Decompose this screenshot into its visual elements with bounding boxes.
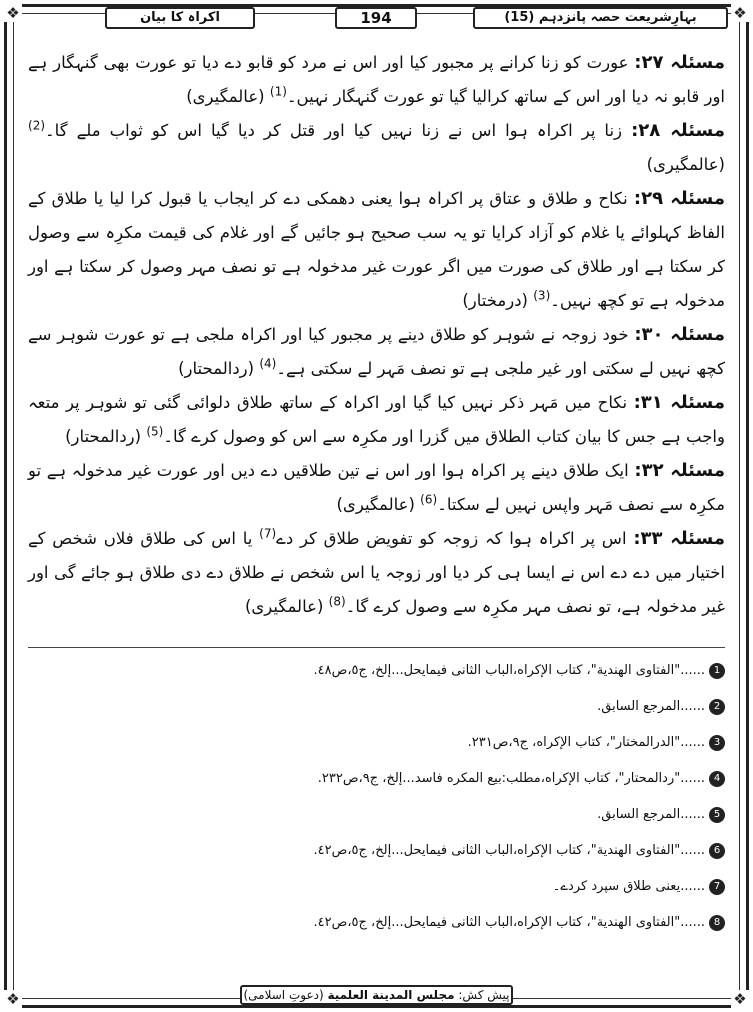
masala-32 [28, 454, 725, 522]
presenter-label: پیش کش: [458, 988, 510, 1002]
footnote-number: 7 [709, 879, 725, 895]
masala-33 [28, 522, 725, 624]
source-citation: (عالمگیری) [244, 597, 324, 616]
masala-text: زنا پر اکراہ ہوا اس نے زنا نہیں کیا اور قتل کر دیا گیا اس کو ثواب ملے گا۔ [45, 121, 623, 140]
footnote-item [28, 800, 725, 836]
book-title: بہارِشریعت حصہ پانزدہم (15) [473, 7, 728, 29]
footnote-number: 3 [709, 735, 725, 751]
page-number: 194 [335, 7, 417, 29]
footnotes [28, 656, 725, 944]
footnote-ref: (6) [420, 492, 438, 507]
source-citation: (ردالمحتار) [65, 427, 142, 446]
masala-label: مسئلہ ۳۱: [633, 392, 725, 413]
corner-ornament-icon: ❖ [731, 990, 749, 1008]
masala-text: نکاح و طلاق و عتاق پر اکراہ ہوا یعنی دھمکی دے کر ایجاب یا قبول کرا لیا یا طلاق کے الفاظ کہلوائے یا غلام کو آزاد کرایا تو یہ سب صحیح ہو جائیں گے اور غلام کی قیمت مکرِہ سے وصول کر سکتا ہے اور طلاق کی صورت میں اگر عورت غیر مدخولہ ہے تو نصف مہر وصول کر سکتا ہے اور مدخولہ ہے تو کچھ نہیں۔ [28, 189, 725, 310]
footnote-item [28, 656, 725, 692]
masala-label: مسئلہ ۲۷: [634, 52, 725, 73]
organization-name: مجلس المدينة العلمية [327, 988, 455, 1002]
main-text [28, 46, 725, 624]
footnote-text: ......"الفتاوی الهندية"، كتاب الإكراه،الباب الثانی فيمايحل...إلخ، ج٥،ص٤٢. [313, 843, 705, 858]
masala-27 [28, 46, 725, 114]
publisher-box [240, 985, 513, 1005]
source-citation: (عالمگیری) [186, 87, 265, 106]
footnote-ref: (1) [269, 84, 287, 99]
footnote-ref: (5) [146, 424, 164, 439]
masala-label: مسئلہ ۲۹: [633, 188, 725, 209]
footnote-item [28, 728, 725, 764]
footnote-item [28, 692, 725, 728]
footnote-ref: (8) [328, 594, 346, 609]
source-citation: (ردالمحتار) [178, 359, 255, 378]
masala-28 [28, 114, 725, 182]
corner-ornament-icon: ❖ [4, 4, 22, 22]
footnote-text: ......"ردالمحتار"، كتاب الإكراه،مطلب:بيع المكره فاسد...إلخ، ج٩،ص٢٣٢. [317, 771, 705, 786]
page-header [0, 5, 753, 33]
masala-text: عورت کو زنا کرانے پر مجبور کیا اور اس نے مرد کو قابو دے دیا تو عورت بھی گنہگار ہے اور قابو نہ دیا اور اس کے ساتھ کرالیا گیا تو عورت گنہگار نہیں۔ [28, 53, 725, 106]
masala-label: مسئلہ ۳۲: [634, 460, 725, 481]
masala-29 [28, 182, 725, 318]
masala-label: مسئلہ ۲۸: [631, 120, 725, 141]
source-citation: (عالمگیری) [336, 495, 415, 514]
footnote-text: ......"الدرالمختار"، كتاب الإكراه، ج٩،ص٢٣١. [467, 735, 705, 750]
source-citation: (عالمگیری) [646, 155, 725, 174]
masala-label: مسئلہ ۳۳: [633, 528, 725, 549]
footnote-divider [28, 647, 725, 648]
footnote-item [28, 872, 725, 908]
footnote-text: ......یعنی طلاق سپرد کردے۔ [552, 879, 705, 894]
masala-31 [28, 386, 725, 454]
footnote-ref: (3) [533, 288, 551, 303]
footnote-text: ......"الفتاوی الهندية"، كتاب الإكراه،الباب الثانی فيمايحل...إلخ، ج٥،ص٤٢. [313, 915, 705, 930]
masala-text: خود زوجہ نے شوہر کو طلاق دینے پر مجبور کیا اور اکراہ ملجی ہے تو عورت شوہر سے کچھ نہیں لے سکتی اور غیر ملجی ہے تو نصف مَہر لے سکتی ہے۔ [28, 325, 725, 378]
corner-ornament-icon: ❖ [4, 990, 22, 1008]
footnote-item [28, 764, 725, 800]
footnote-number: 6 [709, 843, 725, 859]
source-citation: (درمختار) [462, 291, 528, 310]
organization-subtitle: (دعوتِ اسلامی) [243, 988, 324, 1002]
footnote-number: 5 [709, 807, 725, 823]
footnote-number: 1 [709, 663, 725, 679]
masala-text: اس پر اکراہ ہوا کہ زوجہ کو تفویض طلاق کر دے [276, 529, 627, 548]
footnote-number: 4 [709, 771, 725, 787]
masala-text: ایک طلاق دینے پر اکراہ ہوا اور اس نے تین طلاقیں دے دیں اور عورت غیر مدخولہ ہے تو مکرِہ سے نصف مَہر واپس نہیں لے سکتا۔ [28, 461, 725, 514]
footnote-number: 2 [709, 699, 725, 715]
footnote-item [28, 908, 725, 944]
masala-text: نکاح میں مَہر ذکر نہیں کیا گیا اور اکراہ کے ساتھ طلاق دلوائی گئی تو شوہر پر متعہ واجب ہے جس کا بیان کتاب الطلاق میں گزرا اور مکرِہ سے اس کو وصول کرے گا۔ [28, 393, 725, 446]
footnote-ref: (7) [259, 526, 277, 541]
corner-ornament-icon: ❖ [731, 4, 749, 22]
footnote-text: ......المرجع السابق. [597, 699, 705, 714]
footnote-item [28, 836, 725, 872]
footnote-ref: (4) [259, 356, 277, 371]
footnote-text: ......"الفتاوی الهندية"، كتاب الإكراه،الباب الثانی فيمايحل...إلخ، ج٥،ص٤٨. [313, 663, 705, 678]
footnote-text: ......المرجع السابق. [597, 807, 705, 822]
page-footer [0, 985, 753, 1007]
masala-text-continued: یا اس کی طلاق فلاں شخص کے اختیار میں دے دے اس نے ایسا ہی کر دیا اور زوجہ یا اس شخص نے طلاق دے دی طلاق ہو جائے گی اور غیر مدخولہ ہے، تو نصف مہر مکرِہ سے وصول کرے گا۔ [28, 529, 725, 616]
masala-30 [28, 318, 725, 386]
footnote-number: 8 [709, 915, 725, 931]
chapter-title: اکراہ کا بیان [105, 7, 255, 29]
masala-label: مسئلہ ۳۰: [634, 324, 725, 345]
footnote-ref: (2) [28, 118, 46, 133]
